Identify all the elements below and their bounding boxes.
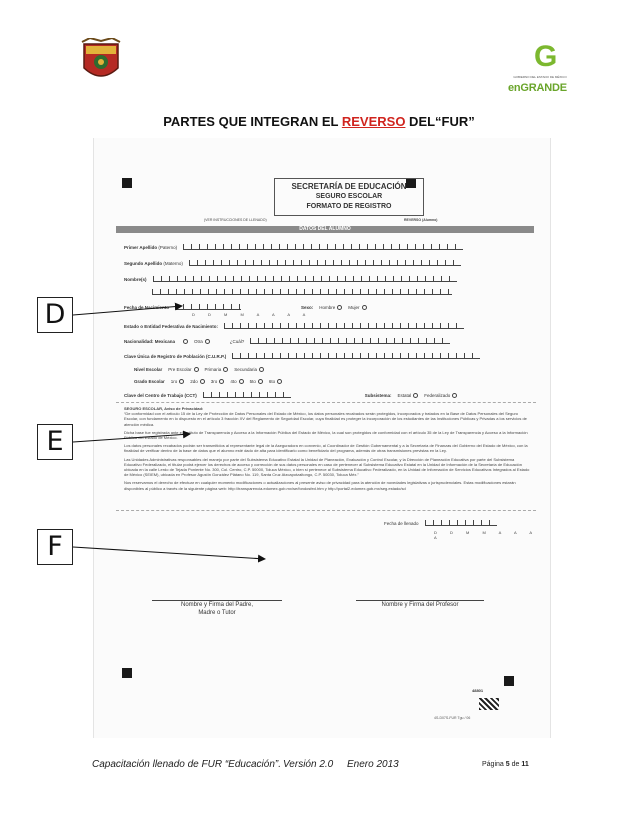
option-label: 5to xyxy=(249,379,256,384)
option-label: Federalizado xyxy=(424,393,451,398)
field-label: Nivel Escolar xyxy=(134,367,163,372)
option-label: 6to xyxy=(268,379,276,384)
option-label: 1ro xyxy=(170,379,178,384)
field-label-text: Primer Apellido xyxy=(124,245,158,250)
arrow-d xyxy=(73,306,182,315)
privacy-paragraph: Los datos personales recabados podrán ser transmitidos al representante legal de la Aseguradora en convenio, al Coordinador de Gestión Gubernamental y a la Secretaría de Finanzas del Gobierno del Estado de México, con la finalidad de verificar dentro de la base de datos que el alumno esté dado de alta para identificarlo como beneficiario del programa, además de otras transmisiones previstas en la Ley. xyxy=(124,443,528,454)
form-title-line: SEGURO ESCOLAR xyxy=(315,193,383,200)
page-separator: de xyxy=(511,761,520,768)
option-label: 4to xyxy=(230,379,237,384)
arrow-e xyxy=(73,434,190,442)
option-label: Secundaria xyxy=(234,367,258,372)
instructions-caption: (VER INSTRUCCIONES DE LLENADO) xyxy=(204,218,267,222)
field-label: ¿Cuál? xyxy=(229,339,245,344)
callout-e: E xyxy=(37,424,73,460)
field-label: Estado o Entidad Federativa de Nacimiento: xyxy=(124,324,219,329)
callout-d: D xyxy=(37,297,73,333)
option-label: Estatal xyxy=(397,393,412,398)
privacy-paragraph: Las Unidades Administrativas responsables del manejo por parte del Subsistema Educativo Estatal la Unidad de Planeación, Evaluación y Control Escolar, y la Dirección de Planeación Educativa por parte del Subsistema Educativo Federalizado, el titular podrá ejercer los derechos de acceso y corrección de sus datos personales en caso de pertenecer al Subsistema Educativo Estatal en la Unidad de Información de la Secretaría de Educación ubicada en la calle Lerdo de Tejada Poniente No. 300, Col. Centro, C.P. 50000, Toluca México, o bien si pertenece al Subsistema Educativo Federalizado, en la Unidad de Información de Servicios Educativos Integrados al Estado de México (SEIEM), ubicada en Profesor Agustín González Plátano No. 119, Santa Cruz Atzcapotzaltongo, C.P. 50030, Toluca Méx.” xyxy=(124,456,530,478)
option-label: Mujer xyxy=(348,305,360,310)
field-label: Nombre(s) xyxy=(124,277,147,282)
logo-tagline: GOBIERNO DEL ESTADO DE MÉXICO xyxy=(513,75,567,79)
option-label: Pre Escolar xyxy=(168,367,192,372)
field-label: Fecha de llenado xyxy=(384,521,419,526)
logo-text: enGRANDE xyxy=(508,82,567,94)
field-label-sub: (Paterno) xyxy=(158,245,178,250)
date-format-caption: D D M M A A A A xyxy=(192,312,312,317)
option-label: Otra xyxy=(194,339,203,344)
field-label-sub: (Materno) xyxy=(163,261,183,266)
privacy-heading: SEGURO ESCOLAR, Aviso de Privacidad: xyxy=(124,406,204,411)
signature-caption-line: Nombre y Firma del Padre, xyxy=(180,602,254,608)
option-label: 3ro xyxy=(210,379,218,384)
form-title-line: FORMATO DE REGISTRO xyxy=(306,203,392,210)
callout-f: F xyxy=(37,529,73,565)
section-header: DATOS DEL ALUMNO xyxy=(116,226,534,233)
footer-doc-title: Capacitación llenado de FUR “Educación”. xyxy=(92,759,281,770)
footer-version: Versión 2.0 xyxy=(283,759,334,770)
form-code: 4S-D07S-FUR Tgu / 06 xyxy=(434,716,471,720)
privacy-paragraph: Dicha base fue registrada ante el Instituto de Transparencia y Acceso a la Información Pública del Estado de México, la cual son protegidos de conformidad con el artículo 35 de la Ley de Transparencia y Acceso a la Información Pública del Estado de México. xyxy=(124,429,528,441)
form-title-line: SECRETARÍA DE EDUCACIÓN xyxy=(291,182,407,191)
field-label: Subsistema: xyxy=(364,393,392,398)
heading-highlight: REVERSO xyxy=(341,114,406,129)
field-label: Sexo: xyxy=(301,305,314,310)
page-number xyxy=(482,761,529,768)
reverso-sub: (Alumno) xyxy=(422,218,438,222)
page-total: 11 xyxy=(521,761,529,768)
field-label: Fecha de Nacimiento xyxy=(124,305,170,310)
field-label: Clave Única de Registro de Población (C.U.R.P.) xyxy=(124,354,227,359)
teacher-signature-caption: Nombre y Firma del Profesor xyxy=(381,602,459,608)
page-current: 5 xyxy=(505,761,510,768)
date-format-caption: D D M M A A A A xyxy=(434,530,538,540)
barcode-number: 48801 xyxy=(472,688,484,693)
page-label: Página xyxy=(482,761,504,768)
heading-prefix: PARTES QUE INTEGRAN EL xyxy=(163,114,342,129)
footer-date: Enero 2013 xyxy=(347,759,399,770)
heading-suffix: DEL“FUR” xyxy=(405,114,475,129)
option-label: Hombre xyxy=(319,305,336,310)
privacy-paragraph: “De conformidad con el artículo 15 de la Ley de Protección de Datos Personales del Estado de México, los datos personales recabados serán protegidos, incorporados y tratados en la Base de Datos Personales del Seguro Escolar, con fundamento en lo dispuesto en el artículo 3 fracción XV del Reglamento de Seguridad Escolar, cuya finalidad es proteger la incorporación de los estudiantes de las Instituciones Públicas y Privadas a los servicios de atención médica. xyxy=(124,411,527,427)
field-label-text: Segundo Apellido xyxy=(124,261,163,266)
privacy-paragraph: Nos reservamos el derecho de efectuar en cualquier momento modificaciones o actualizaciones al presente aviso de privacidad para la atención de novedades legislativas o jurisprudenciales. Estas modificaciones estarán disponibles al público a través de la siguiente página web: http://transparencia.edomex.gob.mx/se/fondosfed.htm y http://portal2.edomex.gob.mx/seg.estado/sd xyxy=(124,480,516,491)
field-label: Grado Escolar xyxy=(134,379,165,384)
signature-caption-line: Madre o Tutor xyxy=(198,610,236,616)
option-label: Primaria xyxy=(204,367,222,372)
field-label: Clave del Centro de Trabajo (CCT) xyxy=(124,393,197,398)
arrow-f xyxy=(73,547,265,559)
option-label: 2do xyxy=(190,379,198,384)
reverso-label: REVERSO xyxy=(404,218,422,222)
field-label: Nacionalidad: Mexicana xyxy=(124,339,176,344)
logo-letter: G xyxy=(534,40,558,73)
